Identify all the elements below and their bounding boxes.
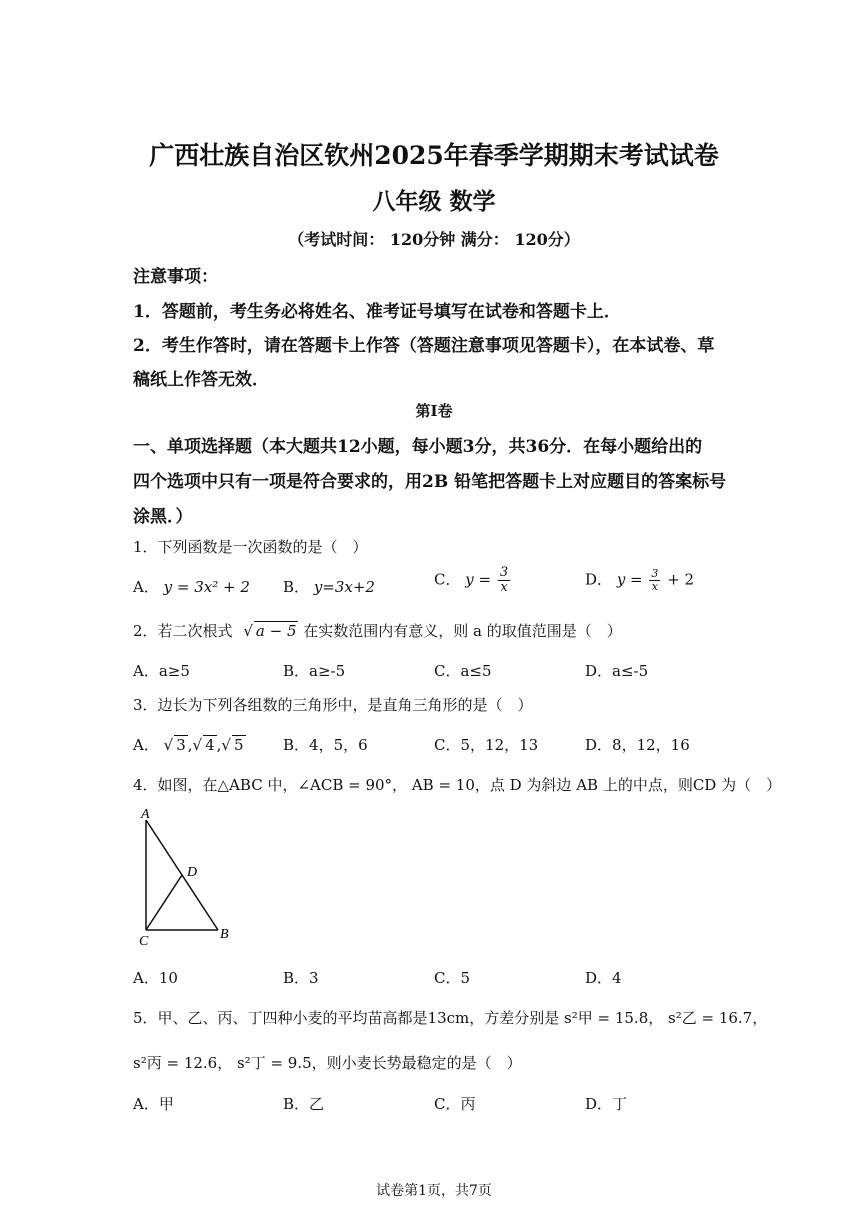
question-4-stem: 4．如图，在△ABC 中，∠ACB = 90°， AB = 10，点 D 为斜边 AB 上的中点，则CD 为（ ） bbox=[133, 776, 782, 794]
question-1-stem: 1．下列函数是一次函数的是（ ） bbox=[133, 538, 368, 556]
question-5-line-2: s²丙 = 12.6， s²丁 = 9.5，则小麦长势最稳定的是（ ） bbox=[133, 1054, 522, 1072]
question-5-line-1: 5．甲、乙、丙、丁四种小麦的平均苗高都是13cm，方差分别是 s²甲 = 15.8， s²乙 = 16.7， bbox=[133, 1009, 768, 1027]
option-formula: y = bbox=[616, 570, 643, 589]
question-1-option-d bbox=[585, 568, 694, 593]
question-2-stem: 2．若二次根式 √ a − 5 在实数范围内有意义，则 a 的取值范围是（ ） bbox=[133, 622, 622, 640]
question-2-option-b: B．a≥-5 bbox=[283, 662, 346, 680]
section-heading-line-3: 涂黑．） bbox=[133, 507, 193, 527]
point-label-d: D bbox=[187, 865, 198, 880]
question-4-option-d: D．4 bbox=[585, 969, 622, 987]
question-5-option-b: B．乙 bbox=[283, 1095, 325, 1113]
fraction-numerator: 3 bbox=[651, 567, 659, 580]
radical: 3 bbox=[176, 736, 186, 754]
vertex-label-b: B bbox=[220, 927, 229, 942]
option-label: A． bbox=[133, 578, 159, 596]
section-heading-line-2: 四个选项中只有一项是符合要求的，用2B 铅笔把答题卡上对应题目的答案标号 bbox=[133, 472, 727, 492]
fraction bbox=[649, 568, 660, 593]
section-heading-line-1: 一、单项选择题（本大题共12小题，每小题3分，共36分．在每小题给出的 bbox=[133, 437, 703, 457]
radical: 4 bbox=[205, 736, 215, 754]
question-2-option-d: D．a≤-5 bbox=[585, 662, 649, 680]
fraction-numerator: 3 bbox=[499, 565, 509, 580]
vertex-label-c: C bbox=[139, 934, 149, 949]
segment-cd bbox=[146, 875, 182, 930]
notice-item-2-line-2: 稿纸上作答无效． bbox=[133, 370, 269, 390]
notice-item-2-line-1: 2．考生作答时，请在答题卡上作答（答题注意事项见答题卡），在本试卷、草 bbox=[133, 336, 715, 356]
radical: a − 5 bbox=[255, 622, 297, 640]
question-1-option-a bbox=[133, 576, 250, 597]
question-3-option-d: D．8，12，16 bbox=[585, 736, 690, 754]
option-label: C． bbox=[434, 570, 461, 589]
question-5-option-d: D．丁 bbox=[585, 1095, 628, 1113]
exam-title: 广西壮族自治区钦州2025年春季学期期末考试试卷 bbox=[149, 141, 719, 170]
question-1-option-b bbox=[283, 576, 375, 597]
question-3-option-a: A． √ 3 ,√ 4 ,√ 5 bbox=[133, 736, 244, 754]
volume-label: 第I卷 bbox=[415, 402, 453, 420]
notice-heading: 注意事项： bbox=[133, 267, 218, 287]
question-3-stem: 3．边长为下列各组数的三角形中，是直角三角形的是（ ） bbox=[133, 696, 533, 714]
option-label: B． bbox=[283, 578, 310, 596]
notice-item-1: 1．答题前，考生务必将姓名、准考证号填写在试卷和答题卡上． bbox=[133, 302, 621, 322]
exam-subtitle: 八年级 数学 bbox=[372, 188, 496, 215]
question-4-option-a: A．10 bbox=[133, 969, 178, 987]
option-label: D． bbox=[585, 570, 613, 589]
question-4-option-b: B．3 bbox=[283, 969, 319, 987]
vertex-label-a: A bbox=[141, 807, 150, 822]
stem-text: 2．若二次根式 bbox=[133, 622, 233, 640]
exam-info: （考试时间： 120分钟 满分： 120分） bbox=[288, 230, 580, 249]
question-5-option-a: A．甲 bbox=[133, 1095, 174, 1113]
triangle-figure bbox=[130, 800, 240, 950]
question-1-option-c bbox=[434, 566, 512, 595]
question-3-option-b: B．4，5，6 bbox=[283, 736, 368, 754]
fraction-denominator: x bbox=[500, 580, 508, 595]
option-formula: y=3x+2 bbox=[313, 578, 375, 596]
radical: 5 bbox=[233, 736, 244, 754]
option-formula-tail: + 2 bbox=[667, 570, 695, 589]
option-label: A． bbox=[133, 736, 159, 754]
question-2-option-c: C．a≤5 bbox=[434, 662, 492, 680]
question-4-option-c: C．5 bbox=[434, 969, 471, 987]
option-formula: y = bbox=[465, 570, 492, 589]
option-formula: y = 3x² + 2 bbox=[163, 578, 250, 596]
stem-text: 在实数范围内有意义，则 a 的取值范围是（ ） bbox=[303, 622, 622, 640]
fraction-denominator: x bbox=[651, 580, 659, 593]
page-footer: 试卷第1页，共7页 bbox=[376, 1183, 492, 1199]
fraction bbox=[498, 566, 510, 595]
question-2-option-a: A．a≥5 bbox=[133, 662, 190, 680]
question-5-option-c: C．丙 bbox=[434, 1095, 476, 1113]
question-3-option-c: C．5，12，13 bbox=[434, 736, 539, 754]
